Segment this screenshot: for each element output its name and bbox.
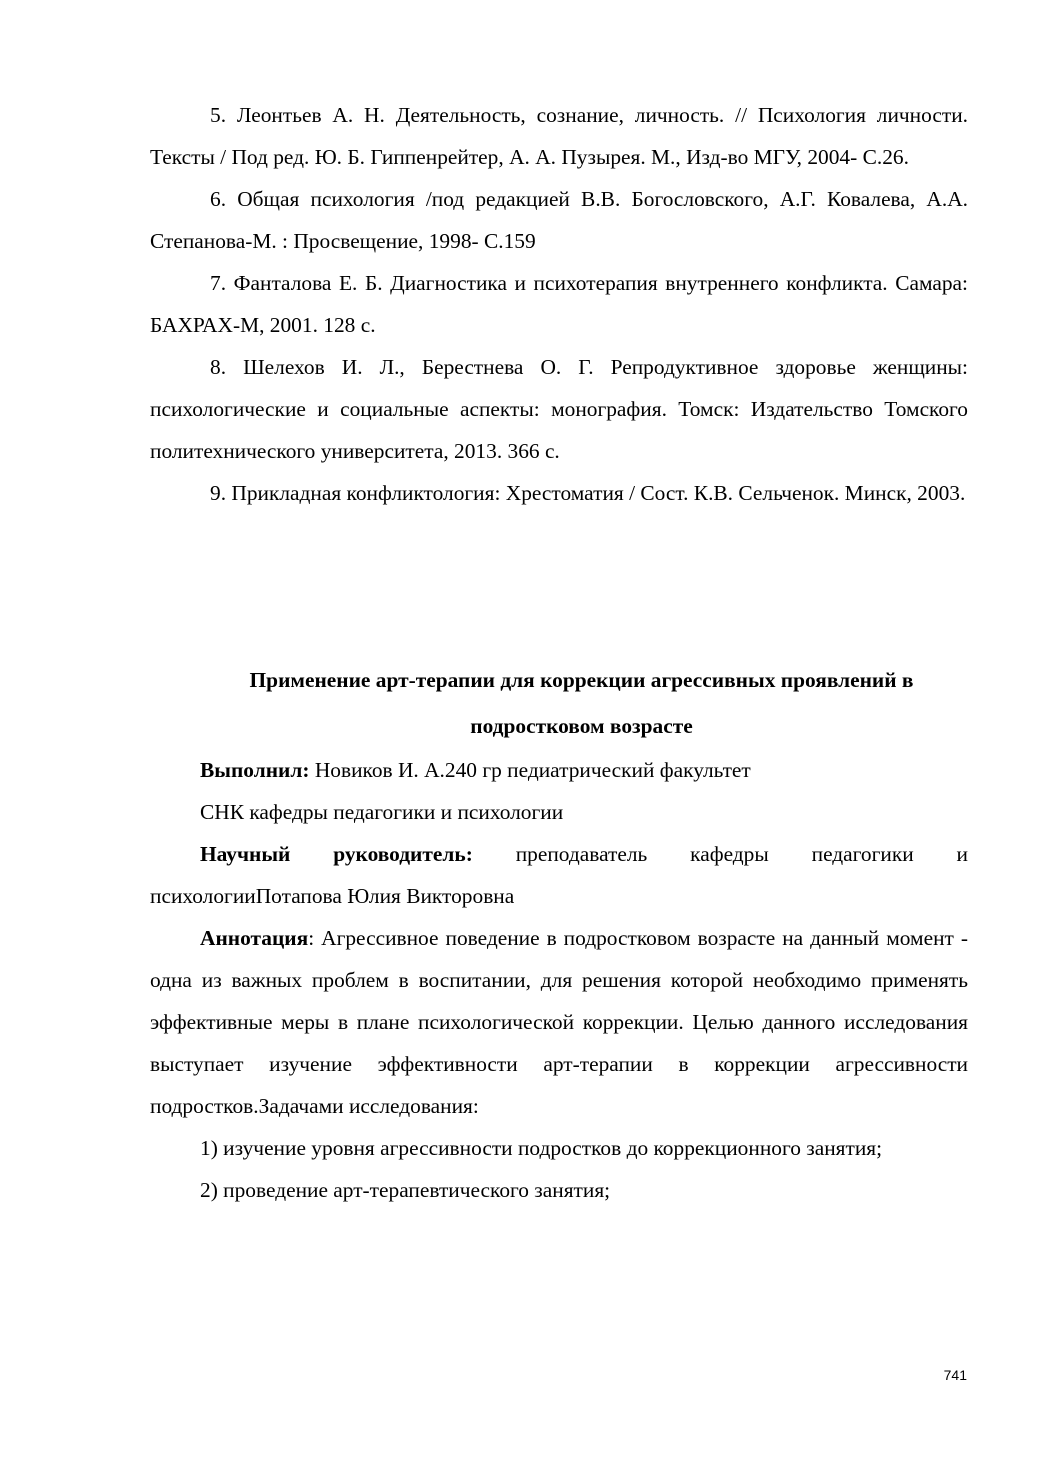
- article-title: [150, 657, 968, 749]
- abstract-label: Аннотация: [200, 926, 309, 950]
- task-item: 2) проведение арт-терапевтического занятия;: [200, 1178, 611, 1202]
- abstract-paragraph: [150, 917, 968, 1127]
- article-section: [150, 657, 968, 1211]
- supervisor-label: Научный руководитель:: [200, 842, 473, 866]
- page-number: 741: [943, 1367, 967, 1383]
- supervisor-line: [150, 833, 968, 917]
- reference-item: 7. Фанталова Е. Б. Диагностика и психотерапия внутреннего конфликта. Самара: БАХРАХ-М, 2001. 128 с.: [150, 271, 968, 337]
- section-spacer: [150, 514, 968, 657]
- affiliation-line: СНК кафедры педагогики и психологии: [200, 800, 564, 824]
- article-title-line: Применение арт-терапии для коррекции агрессивных проявлений в: [249, 668, 914, 692]
- reference-item: 5. Леонтьев А. Н. Деятельность, сознание, личность. // Психология личности. Тексты / Под ред. Ю. Б. Гиппенрейтер, А. А. Пузырея. М., Изд-во МГУ, 2004- С.26.: [150, 103, 968, 169]
- author-text: Новиков И. А.240 гр педиатрический факультет: [309, 758, 751, 782]
- supervisor-text: преподаватель кафедры педагогики и психологииПотапова Юлия Викторовна: [150, 842, 968, 908]
- author-label: Выполнил:: [200, 758, 310, 782]
- abstract-text: : Агрессивное поведение в подростковом возрасте на данный момент - одна из важных проблем в воспитании, для решения которой необходимо применять эффективные меры в плане психологической коррекции. Целью данного исследования выступает изучение эффективности арт-терапии в коррекции агрессивности подростков.Задачами исследования:: [150, 926, 968, 1118]
- document-page: [150, 94, 968, 1211]
- author-line: [150, 749, 968, 791]
- reference-item: 6. Общая психология /под редакцией В.В. Богословского, А.Г. Ковалева, А.А. Степанова-М. : Просвещение, 1998- С.159: [150, 187, 968, 253]
- article-title-line: подростковом возрасте: [470, 714, 693, 738]
- task-item: 1) изучение уровня агрессивности подростков до коррекционного занятия;: [200, 1136, 883, 1160]
- reference-item: 9. Прикладная конфликтология: Хрестоматия / Сост. К.В. Сельченок. Минск, 2003.: [210, 481, 966, 505]
- references-list: [150, 94, 968, 514]
- reference-item: 8. Шелехов И. Л., Берестнева О. Г. Репродуктивное здоровье женщины: психологические и социальные аспекты: монография. Томск: Издательство Томского политехнического университета, 2013. 366 с.: [150, 355, 968, 463]
